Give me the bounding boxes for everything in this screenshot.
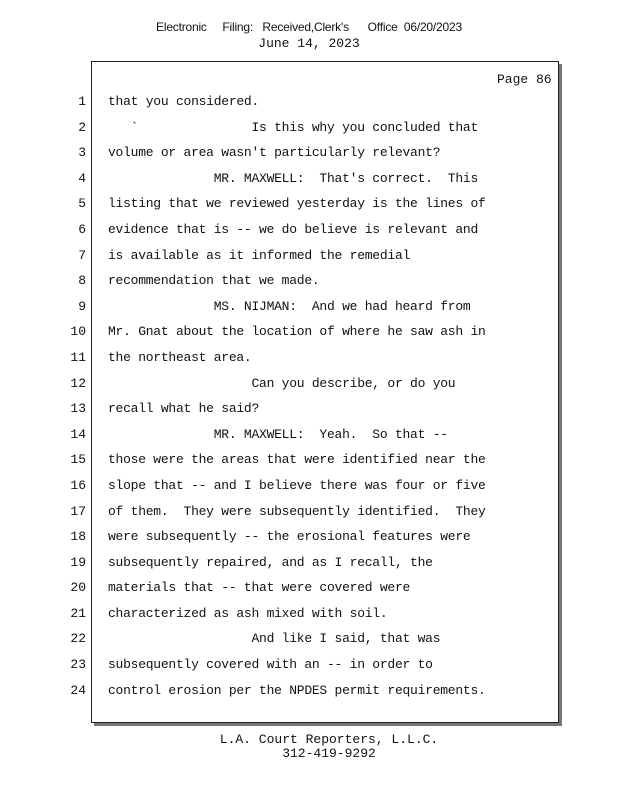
transcript-line: recall what he said? xyxy=(108,401,260,417)
transcript-line: ` Is this why you concluded that xyxy=(108,119,479,135)
transcript-line: evidence that is -- we do believe is relevant and xyxy=(108,221,479,237)
reporter-company: L.A. Court Reporters, L.L.C. xyxy=(219,732,439,747)
hearing-date: June 14, 2023 xyxy=(258,36,360,51)
filing-stamp: Electronic Filing: Received,Clerk's Office 06/20/2023 xyxy=(156,20,462,34)
transcript-line: that you considered. xyxy=(108,94,260,109)
line-number: 6 xyxy=(78,221,86,237)
line-number: 8 xyxy=(78,273,86,289)
line-number: 10 xyxy=(70,324,86,340)
transcript-line: listing that we reviewed yesterday is the lines of xyxy=(108,196,486,212)
line-number: 20 xyxy=(70,580,86,596)
transcript-line: Mr. Gnat about the location of where he saw ash in xyxy=(108,324,486,340)
line-number: 2 xyxy=(78,119,86,135)
transcript-line: those were the areas that were identified near the xyxy=(108,452,486,468)
transcript-line: materials that -- that were covered were xyxy=(108,580,411,596)
footer xyxy=(0,733,618,761)
transcript-line: the northeast area. xyxy=(108,349,252,365)
line-number: 4 xyxy=(78,170,86,186)
transcript-text xyxy=(108,93,548,707)
line-number: 21 xyxy=(70,605,86,621)
line-number: 15 xyxy=(70,452,86,468)
line-number: 1 xyxy=(78,94,86,109)
transcript-line: characterized as ash mixed with soil. xyxy=(108,605,388,621)
line-number: 23 xyxy=(70,657,86,673)
line-number: 14 xyxy=(70,426,86,442)
transcript-line: is available as it informed the remedial xyxy=(108,247,411,263)
transcript-line: subsequently repaired, and as I recall, the xyxy=(108,554,433,570)
page-number: Page 86 xyxy=(497,72,552,87)
transcript-line: Can you describe, or do you xyxy=(108,375,456,391)
transcript-line: of them. They were subsequently identified. They xyxy=(108,503,486,519)
transcript-line: subsequently covered with an -- in order to xyxy=(108,657,433,673)
line-number: 24 xyxy=(70,682,86,698)
transcript-line: were subsequently -- the erosional features were xyxy=(108,529,471,545)
line-number: 18 xyxy=(70,529,86,545)
line-number: 13 xyxy=(70,401,86,417)
transcript-line: MS. NIJMAN: And we had heard from xyxy=(108,298,471,314)
line-number: 9 xyxy=(78,298,86,314)
transcript-line: recommendation that we made. xyxy=(108,273,320,289)
line-number: 3 xyxy=(78,145,86,161)
transcript-line: volume or area wasn't particularly relevant? xyxy=(108,145,441,161)
line-number: 22 xyxy=(70,631,86,647)
transcript-line: control erosion per the NPDES permit requirements. xyxy=(108,682,486,698)
transcript-line: And like I said, that was xyxy=(108,631,441,647)
line-number: 19 xyxy=(70,554,86,570)
transcript-line: MR. MAXWELL: Yeah. So that -- xyxy=(108,426,448,442)
line-number: 12 xyxy=(70,375,86,391)
line-number-column xyxy=(60,93,86,707)
line-number: 16 xyxy=(70,477,86,493)
transcript-line: slope that -- and I believe there was four or five xyxy=(108,477,486,493)
line-number: 11 xyxy=(70,349,86,365)
transcript-line: MR. MAXWELL: That's correct. This xyxy=(108,170,479,186)
line-number: 7 xyxy=(78,247,86,263)
line-number: 17 xyxy=(70,503,86,519)
reporter-phone: 312-419-9292 xyxy=(282,746,376,761)
line-number: 5 xyxy=(78,196,86,212)
